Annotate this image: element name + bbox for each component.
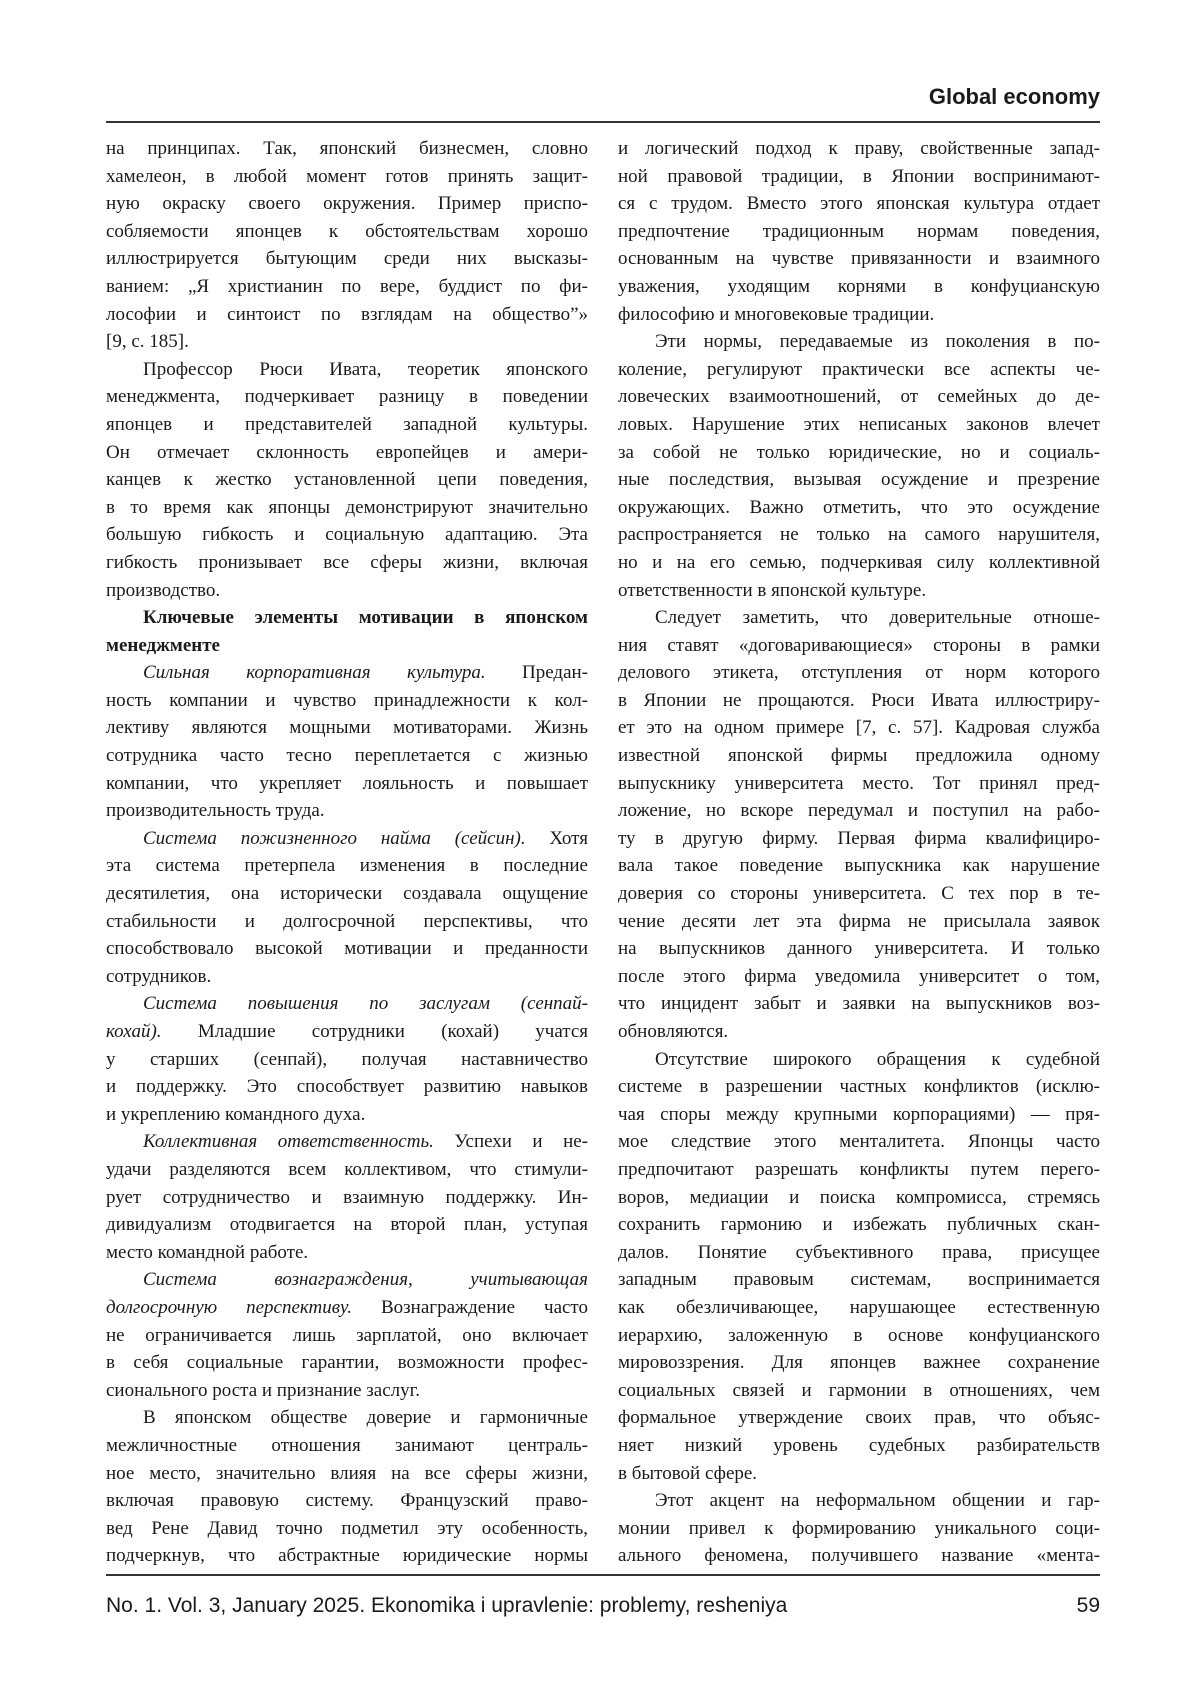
body-text: философию и многовековые традиции. (618, 304, 934, 325)
subheading-text: Ключевые элементы мотивации в японском (143, 607, 588, 628)
footer-rule (106, 1574, 1100, 1576)
body-text: в Японии не прощаются. Рюси Ивата иллюстриру- (618, 690, 1100, 711)
text-line (618, 1128, 1100, 1156)
body-text: ловых. Нарушение этих неписаных законов влечет (618, 414, 1100, 435)
text-line (106, 1266, 588, 1294)
text-line (106, 1211, 588, 1239)
text-line (618, 1487, 1100, 1515)
body-text: распространяется не только на самого нарушителя, (618, 524, 1100, 545)
text-line (618, 742, 1100, 770)
body-text: основанным на чувстве привязанности и взаимного (618, 248, 1100, 269)
text-line (618, 797, 1100, 825)
text-line (106, 963, 588, 991)
text-line (106, 1432, 588, 1460)
text-line (618, 1266, 1100, 1294)
body-text: Младшие сотрудники (кохай) учатся (162, 1021, 588, 1042)
text-line (106, 1046, 588, 1074)
body-text: за собой не только юридические, но и социаль- (618, 442, 1100, 463)
text-line (106, 356, 588, 384)
text-line (618, 1239, 1100, 1267)
text-line (106, 1239, 588, 1267)
text-line (106, 273, 588, 301)
body-text: хамелеон, в любой момент готов принять защит- (106, 166, 588, 187)
text-line (618, 218, 1100, 246)
body-text: большую гибкость и социальную адаптацию. Эта (106, 524, 588, 545)
text-line (106, 1515, 588, 1543)
body-text: Профессор Рюси Ивата, теоретик японского (143, 359, 588, 380)
body-text: удачи разделяются всем коллективом, что стимули- (106, 1159, 588, 1180)
italic-term: Система вознаграждения, учитывающая (143, 1269, 588, 1290)
body-text: дивидуализм отодвигается на второй план, уступая (106, 1214, 588, 1235)
text-line (106, 908, 588, 936)
body-text: ся с трудом. Вместо этого японская культура отдает (618, 193, 1100, 214)
body-text: вед Рене Давид точно подметил эту особенность, (106, 1518, 588, 1539)
text-line (106, 1542, 588, 1570)
left-column (106, 135, 588, 1570)
text-line (618, 1101, 1100, 1129)
body-text: сохранить гармонию и избежать публичных скан- (618, 1214, 1100, 1235)
text-line (106, 245, 588, 273)
body-text: компании, что укрепляет лояльность и повышает (106, 773, 588, 794)
italic-term: Система пожизненного найма (сейсин). (143, 828, 526, 849)
italic-term: Система повышения по заслугам (сенпай- (143, 993, 588, 1014)
body-text: монии привел к формированию уникального соци- (618, 1518, 1100, 1539)
text-line (618, 383, 1100, 411)
text-line (618, 466, 1100, 494)
body-text: социальных связей и гармонии в отношениях, чем (618, 1380, 1100, 1401)
text-line (106, 328, 588, 356)
body-text: сотрудников. (106, 966, 211, 987)
text-line (106, 990, 588, 1018)
text-line (618, 1018, 1100, 1046)
text-line (106, 604, 588, 632)
text-line (618, 604, 1100, 632)
body-text: ность компании и чувство принадлежности к кол- (106, 690, 588, 711)
text-line (106, 549, 588, 577)
body-text: Хотя (526, 828, 588, 849)
body-text: ния ставят «договаривающиеся» стороны в рамки (618, 635, 1100, 656)
body-text: способствовало высокой мотивации и преданности (106, 938, 588, 959)
text-line (106, 1156, 588, 1184)
text-line (618, 190, 1100, 218)
body-text: ванием: „Я христианин по вере, буддист по фи- (106, 276, 588, 297)
body-text: известной японской фирмы предложила одному (618, 745, 1100, 766)
text-line (618, 1211, 1100, 1239)
body-text: сотрудника часто тесно переплетается с жизнью (106, 745, 588, 766)
text-line (618, 852, 1100, 880)
text-line (106, 935, 588, 963)
body-text: системе в разрешении частных конфликтов (исклю- (618, 1076, 1100, 1097)
body-text: ные последствия, вызывая осуждение и презрение (618, 469, 1100, 490)
body-text: делового этикета, отступления от норм которого (618, 662, 1100, 683)
body-text: на выпускников данного университета. И только (618, 938, 1100, 959)
text-line (618, 880, 1100, 908)
text-line (618, 301, 1100, 329)
text-line (106, 1073, 588, 1101)
body-text: собляемости японцев к обстоятельствам хорошо (106, 221, 588, 242)
body-text: межличностные отношения занимают централь- (106, 1435, 588, 1456)
text-line (106, 1404, 588, 1432)
text-line (106, 1128, 588, 1156)
body-text: мировоззрения. Для японцев важнее сохранение (618, 1352, 1100, 1373)
text-line (106, 1322, 588, 1350)
body-text: рует сотрудничество и взаимную поддержку. Ин- (106, 1187, 588, 1208)
body-text: менеджмента, подчеркивает разницу в поведении (106, 386, 588, 407)
text-line (618, 273, 1100, 301)
body-text: В японском обществе доверие и гармоничные (143, 1407, 588, 1428)
text-line (618, 135, 1100, 163)
text-line (618, 632, 1100, 660)
text-line (106, 1294, 588, 1322)
body-text: что инцидент забыт и заявки на выпускников воз- (618, 993, 1100, 1014)
text-line (618, 659, 1100, 687)
text-line (618, 908, 1100, 936)
body-text: в то время как японцы демонстрируют значительно (106, 497, 588, 518)
text-line (106, 190, 588, 218)
text-line (618, 1184, 1100, 1212)
text-line (106, 742, 588, 770)
body-text: стабильности и долгосрочной перспективы, что (106, 911, 588, 932)
text-line (618, 1377, 1100, 1405)
text-line (106, 1377, 588, 1405)
body-text: Предан- (486, 662, 588, 683)
body-text: ную окраску своего окружения. Пример приспо- (106, 193, 588, 214)
text-line (106, 383, 588, 411)
text-line (618, 245, 1100, 273)
body-text: [9, с. 185]. (106, 331, 189, 352)
body-text: ложение, но вскоре передумал и поступил на рабо- (618, 800, 1100, 821)
body-text: сионального роста и признание заслуг. (106, 1380, 420, 1401)
text-line (618, 328, 1100, 356)
body-text: доверия со стороны университета. С тех пор в те- (618, 883, 1100, 904)
body-text: ального феномена, получившего название «мента- (618, 1545, 1100, 1566)
body-text: и логический подход к праву, свойственные запад- (618, 138, 1100, 159)
text-line (618, 494, 1100, 522)
body-text: предпочтение традиционным нормам поведения, (618, 221, 1100, 242)
text-line (106, 1018, 588, 1046)
italic-term: Коллективная ответственность. (143, 1131, 434, 1152)
body-text: ет это на одном примере [7, с. 57]. Кадровая служба (618, 717, 1100, 738)
text-line (618, 411, 1100, 439)
body-text: вала такое поведение выпускника как нарушение (618, 855, 1100, 876)
text-line (618, 1294, 1100, 1322)
text-line (106, 852, 588, 880)
body-text: Следует заметить, что доверительные отноше- (655, 607, 1100, 628)
text-line (618, 1460, 1100, 1488)
body-text: производительность труда. (106, 800, 325, 821)
body-text: чение десяти лет эта фирма не присылала заявок (618, 911, 1100, 932)
body-text: в себя социальные гарантии, возможности профес- (106, 1352, 588, 1373)
text-line (106, 163, 588, 191)
text-line (618, 963, 1100, 991)
text-line (618, 770, 1100, 798)
body-text: выпускнику университета место. Тот принял пред- (618, 773, 1100, 794)
text-line (106, 714, 588, 742)
text-line (618, 356, 1100, 384)
text-line (106, 632, 588, 660)
body-text: после этого фирма уведомила университет о том, (618, 966, 1100, 987)
text-line (618, 1404, 1100, 1432)
text-line (106, 466, 588, 494)
body-text: ответственности в японской культуре. (618, 580, 926, 601)
body-text: японцев и представителей западной культуры. (106, 414, 588, 435)
text-line (618, 1073, 1100, 1101)
body-text: западным правовым системам, воспринимается (618, 1269, 1100, 1290)
text-line (106, 135, 588, 163)
page-number: 59 (1077, 1594, 1100, 1618)
text-line (106, 1349, 588, 1377)
body-text: как обезличивающее, нарушающее естественную (618, 1297, 1100, 1318)
body-text: уважения, уходящим корнями в конфуцианскую (618, 276, 1100, 297)
body-text: на принципах. Так, японский бизнесмен, словно (106, 138, 588, 159)
text-line (618, 1322, 1100, 1350)
footer-citation: No. 1. Vol. 3, January 2025. Ekonomika i upravlenie: problemy, resheniya (106, 1594, 787, 1618)
body-text: ту в другую фирму. Первая фирма квалифициро- (618, 828, 1100, 849)
text-line (618, 1046, 1100, 1074)
text-line (106, 659, 588, 687)
text-line (106, 1101, 588, 1129)
text-line (106, 1460, 588, 1488)
text-line (106, 301, 588, 329)
text-line (618, 714, 1100, 742)
text-line (618, 439, 1100, 467)
italic-term: Сильная корпоративная культура. (143, 662, 486, 683)
body-text: окружающих. Важно отметить, что это осуждение (618, 497, 1100, 518)
body-text: предпочитают разрешать конфликты путем перего- (618, 1159, 1100, 1180)
text-line (618, 687, 1100, 715)
body-text: и поддержку. Это способствует развитию навыков (106, 1076, 588, 1097)
text-line (618, 549, 1100, 577)
text-line (618, 1515, 1100, 1543)
body-text: Этот акцент на неформальном общении и гар- (655, 1490, 1100, 1511)
text-line (106, 411, 588, 439)
text-line (618, 1542, 1100, 1570)
text-line (106, 494, 588, 522)
running-header: Global economy (929, 84, 1100, 110)
text-line (106, 1184, 588, 1212)
text-line (106, 218, 588, 246)
body-text: Отсутствие широкого обращения к судебной (655, 1049, 1100, 1070)
body-text: формальное утверждение своих прав, что объяс- (618, 1407, 1100, 1428)
text-line (618, 163, 1100, 191)
text-line (106, 880, 588, 908)
body-text: чая споры между крупными корпорациями) — пря- (618, 1104, 1100, 1125)
text-line (106, 439, 588, 467)
text-line (106, 770, 588, 798)
italic-term: кохай). (106, 1021, 162, 1042)
body-text: коление, регулируют практически все аспекты че- (618, 359, 1100, 380)
italic-term: долгосрочную перспективу. (106, 1297, 352, 1318)
body-text: эта система претерпела изменения в последние (106, 855, 588, 876)
text-line (618, 825, 1100, 853)
body-text: ной правовой традиции, в Японии воспринимают- (618, 166, 1100, 187)
body-text: Вознаграждение часто (352, 1297, 588, 1318)
text-line (106, 577, 588, 605)
text-line (106, 687, 588, 715)
body-text: и укреплению командного духа. (106, 1104, 365, 1125)
body-text: Эти нормы, передаваемые из поколения в по- (655, 331, 1100, 352)
body-text: в бытовой сфере. (618, 1463, 757, 1484)
text-line (618, 521, 1100, 549)
header-rule (106, 121, 1100, 123)
text-line (106, 521, 588, 549)
text-line (618, 1349, 1100, 1377)
right-column (618, 135, 1100, 1570)
body-text: ловеческих взаимоотношений, от семейных до де- (618, 386, 1100, 407)
body-text: не ограничивается лишь зарплатой, оно включает (106, 1325, 588, 1346)
text-line (618, 1156, 1100, 1184)
body-text: няет низкий уровень судебных разбирательств (618, 1435, 1100, 1456)
body-text: далов. Понятие субъективного права, присущее (618, 1242, 1100, 1263)
body-text: Успехи и не- (434, 1131, 588, 1152)
body-text: лософии и синтоист по взглядам на общество”» (106, 304, 588, 325)
body-text: канцев к жестко установленной цепи поведения, (106, 469, 588, 490)
text-line (618, 1432, 1100, 1460)
subheading-text: менеджменте (106, 635, 220, 656)
body-text: производство. (106, 580, 220, 601)
text-line (106, 797, 588, 825)
body-text: у старших (сенпай), получая наставничество (106, 1049, 588, 1070)
body-text: мое следствие этого менталитета. Японцы часто (618, 1131, 1100, 1152)
body-text: место командной работе. (106, 1242, 308, 1263)
text-line (618, 935, 1100, 963)
body-text: Он отмечает склонность европейцев и амери- (106, 442, 588, 463)
text-line (618, 577, 1100, 605)
body-text: гибкость пронизывает все сферы жизни, включая (106, 552, 588, 573)
body-text: лективу являются мощными мотиваторами. Жизнь (106, 717, 588, 738)
text-line (618, 990, 1100, 1018)
body-text: ное место, значительно влияя на все сферы жизни, (106, 1463, 588, 1484)
text-line (106, 1487, 588, 1515)
body-text: воров, медиации и поиска компромисса, стремясь (618, 1187, 1100, 1208)
body-text: иерархию, заложенную в основе конфуцианского (618, 1325, 1100, 1346)
body-text: подчеркнув, что абстрактные юридические нормы (106, 1545, 588, 1566)
text-line (106, 825, 588, 853)
body-text: включая правовую систему. Французский право- (106, 1490, 588, 1511)
body-text: десятилетия, она исторически создавала ощущение (106, 883, 588, 904)
body-text: обновляются. (618, 1021, 728, 1042)
body-text: иллюстрируется бытующим среди них высказы- (106, 248, 588, 269)
body-text: но и на его семью, подчеркивая силу коллективной (618, 552, 1100, 573)
